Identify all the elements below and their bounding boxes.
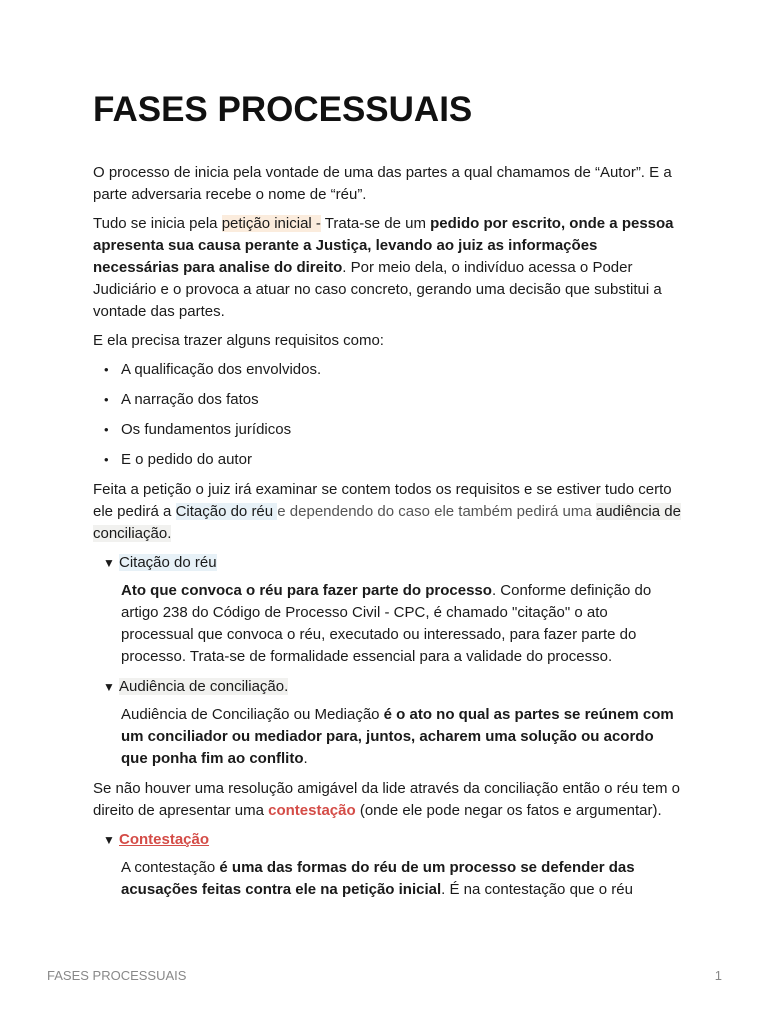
citacao-bold: Ato que convoca o réu para fazer parte do processo [121, 582, 492, 599]
peticao-rest: . Por meio dela, o indivíduo acessa o Poder Judiciário e o provoca a atuar no caso concreto, gerando uma decisão que substitui a vontade das partes. [93, 259, 662, 320]
list-item [104, 449, 683, 471]
exame-mid: e dependendo do caso ele também pedirá uma [277, 503, 596, 520]
resolucao-rest: (onde ele pode negar os fatos e argumentar). [355, 802, 662, 819]
list-item [104, 419, 683, 441]
bullet-icon: • [104, 422, 109, 437]
bullet-icon: • [104, 362, 109, 377]
requisitos-intro: E ela precisa trazer alguns requisitos como: [93, 332, 384, 349]
toggle-audiencia-body [93, 704, 683, 770]
toggle-contestacao [93, 829, 683, 901]
contestacao-red-text: contestação [268, 802, 356, 819]
requisitos-list [93, 359, 683, 471]
toggle-citacao-body [93, 580, 683, 668]
page-title: FASES PROCESSUAIS [93, 90, 473, 129]
resolucao-prefix: Se não houver uma resolução amigável da lide através da conciliação então o réu tem o direito de apresentar uma [93, 780, 681, 819]
toggle-triangle-icon[interactable]: ▼ [103, 680, 115, 694]
audiencia-rest: . [303, 750, 308, 767]
toggle-contestacao-title: Contestação [119, 831, 210, 848]
toggle-citacao-title: Citação do réu [119, 554, 217, 571]
toggle-audiencia-header[interactable] [93, 676, 683, 698]
toggle-triangle-icon[interactable]: ▼ [103, 833, 115, 847]
citacao-highlight: Citação do réu [175, 503, 278, 520]
peticao-bold: pedido por escrito, onde a pessoa apresenta sua causa perante a Justiça, levando ao juiz as informações necessárias para analise do direito [93, 215, 674, 276]
peticao-inicial-highlight: petição inicial [221, 215, 316, 232]
footer-title: FASES PROCESSUAIS [47, 968, 187, 983]
resolucao-paragraph [93, 778, 683, 822]
toggle-audiencia-title: Audiência de conciliação. [119, 678, 289, 695]
list-item [104, 359, 683, 381]
page-footer [47, 968, 722, 983]
list-item-text: A narração dos fatos [121, 391, 259, 408]
audiencia-bold: é o ato no qual as partes se reúnem com um conciliador ou mediador para, juntos, acharem uma solução ou acordo que ponha fim ao conflito [121, 706, 674, 767]
toggle-citacao-header[interactable] [93, 552, 683, 574]
intro-paragraph: O processo de inicia pela vontade de uma das partes a qual chamamos de “Autor”. E a parte adversaria recebe o nome de “réu”. [93, 164, 672, 203]
contestacao-prefix: A contestação [121, 859, 220, 876]
contestacao-paragraph [121, 857, 683, 901]
list-item-text: Os fundamentos jurídicos [121, 421, 292, 438]
exame-prefix: Feita a petição o juiz irá examinar se contem todos os requisitos e se estiver tudo certo ele pedirá a [93, 481, 672, 520]
peticao-mid: Trata-se de um [320, 215, 431, 232]
contestacao-rest: . É na contestação que o réu [441, 881, 633, 898]
peticao-paragraph [93, 213, 683, 323]
citacao-rest: . Conforme definição do artigo 238 do Código de Processo Civil - CPC, é chamado "citação" o ato processual que convoca o réu, executado ou interessado, para fazer parte do processo. Trata-se de formalidade essencial para a validade do processo. [121, 582, 652, 665]
toggle-contestacao-header[interactable] [93, 829, 683, 851]
page-number: 1 [714, 968, 722, 983]
list-item-text: A qualificação dos envolvidos. [121, 361, 322, 378]
list-item-text: E o pedido do autor [121, 451, 252, 468]
exame-paragraph [93, 479, 683, 545]
peticao-dash: - [315, 215, 321, 232]
bullet-icon: • [104, 452, 109, 467]
toggle-citacao [93, 552, 683, 668]
citacao-paragraph [121, 580, 683, 668]
audiencia-paragraph [121, 704, 683, 770]
toggle-contestacao-body [93, 857, 683, 901]
bullet-icon: • [104, 392, 109, 407]
list-item [104, 389, 683, 411]
audiencia-prefix: Audiência de Conciliação ou Mediação [121, 706, 384, 723]
peticao-prefix: Tudo se inicia pela [93, 215, 222, 232]
toggle-audiencia [93, 676, 683, 770]
contestacao-bold: é uma das formas do réu de um processo se defender das acusações feitas contra ele na petição inicial [121, 859, 635, 898]
document-page [93, 88, 683, 909]
toggle-triangle-icon[interactable]: ▼ [103, 556, 115, 570]
audiencia-highlight: audiência de conciliação. [93, 503, 681, 542]
